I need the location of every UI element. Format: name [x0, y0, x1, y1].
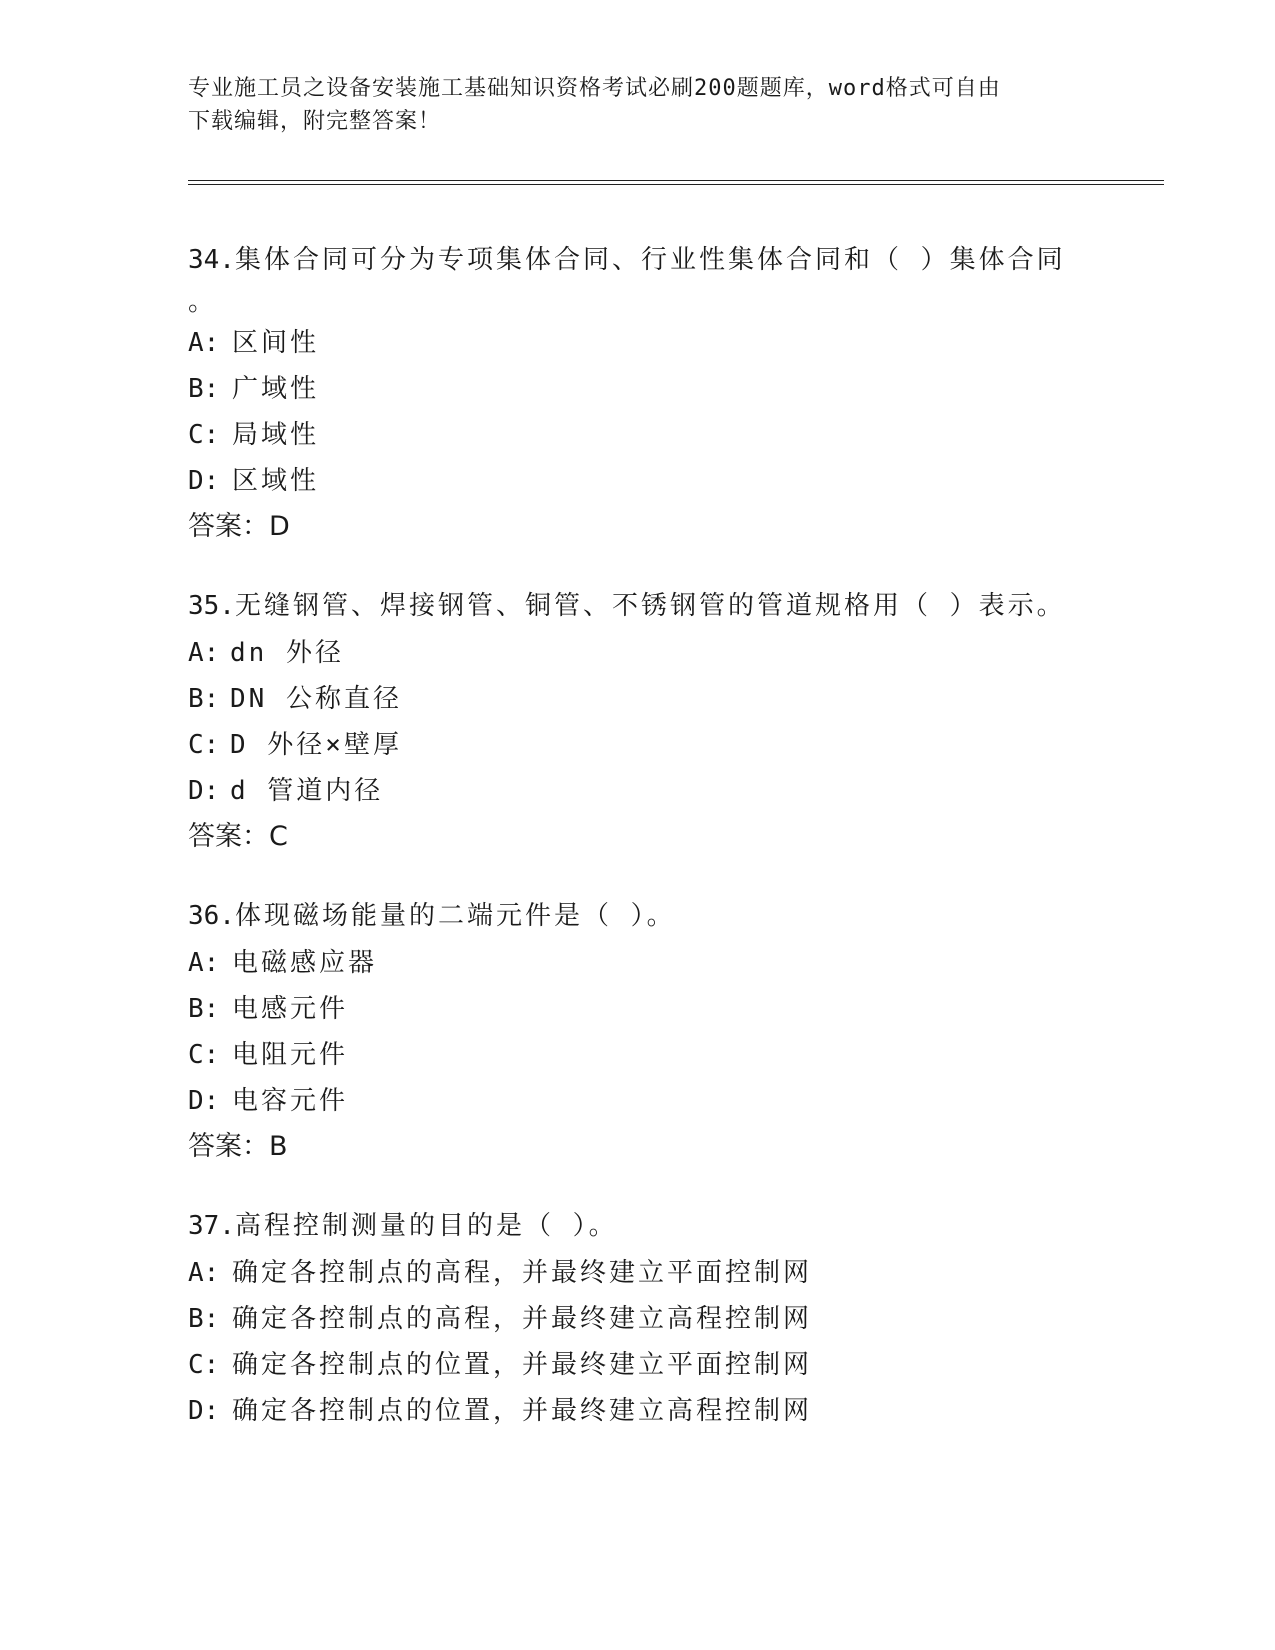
- question-36: [188, 892, 1088, 1170]
- option-key: D:: [188, 776, 220, 806]
- option-text: 确定各控制点的位置，并最终建立平面控制网: [232, 1350, 813, 1380]
- option-text: 区域性: [232, 466, 320, 496]
- option-b: [188, 1296, 1088, 1342]
- option-a: [188, 630, 1088, 676]
- option-text: 区间性: [232, 328, 320, 358]
- document-header: [188, 72, 1088, 138]
- question-text: 体现磁场能量的二端元件是（ ）。: [234, 901, 676, 931]
- option-c: [188, 412, 1088, 458]
- question-list: [188, 236, 1088, 1466]
- option-text: 电容元件: [232, 1086, 349, 1116]
- option-b: [188, 366, 1088, 412]
- header-line-1: 专业施工员之设备安装施工基础知识资格考试必刷200题题库，word格式可自由: [188, 76, 1001, 101]
- option-key: D:: [188, 1086, 220, 1116]
- option-key: A:: [188, 638, 220, 668]
- option-c: [188, 1342, 1088, 1388]
- option-d: [188, 458, 1088, 504]
- option-key: A:: [188, 328, 220, 358]
- option-text: DN 公称直径: [230, 684, 402, 714]
- option-key: B:: [188, 1304, 220, 1334]
- option-key: B:: [188, 374, 220, 404]
- option-key: C:: [188, 1350, 220, 1380]
- option-key: B:: [188, 684, 220, 714]
- question-number: 36.: [188, 901, 235, 931]
- option-key: A:: [188, 948, 220, 978]
- question-number: 35.: [188, 591, 235, 621]
- option-key: A:: [188, 1258, 220, 1288]
- question-stem: [188, 892, 1088, 940]
- option-text: dn 外径: [230, 638, 344, 668]
- option-text: d 管道内径: [230, 776, 384, 806]
- option-key: C:: [188, 730, 220, 760]
- option-d: [188, 1388, 1088, 1434]
- question-text: 高程控制测量的目的是（ ）。: [234, 1211, 618, 1241]
- option-text: 电磁感应器: [232, 948, 378, 978]
- answer-text: 答案：C: [188, 821, 288, 852]
- option-c: [188, 722, 1088, 768]
- question-number: 37.: [188, 1211, 235, 1241]
- question-34: [188, 236, 1088, 550]
- question-stem: [188, 582, 1088, 630]
- question-text-tail: 。: [188, 287, 215, 317]
- option-text: 确定各控制点的位置，并最终建立高程控制网: [232, 1396, 813, 1426]
- option-b: [188, 676, 1088, 722]
- option-b: [188, 986, 1088, 1032]
- option-text: 电阻元件: [232, 1040, 349, 1070]
- option-key: D:: [188, 1396, 220, 1426]
- option-a: [188, 940, 1088, 986]
- option-key: D:: [188, 466, 220, 496]
- header-divider-top: [188, 180, 1164, 181]
- option-d: [188, 1078, 1088, 1124]
- option-text: 局域性: [232, 420, 320, 450]
- question-stem: [188, 1202, 1088, 1250]
- option-text: 确定各控制点的高程，并最终建立平面控制网: [232, 1258, 813, 1288]
- question-35: [188, 582, 1088, 860]
- question-stem: [188, 236, 1088, 284]
- option-text: 电感元件: [232, 994, 349, 1024]
- answer-text: 答案：B: [188, 1131, 288, 1162]
- option-text: D 外径×壁厚: [230, 730, 402, 760]
- option-key: C:: [188, 1040, 220, 1070]
- question-number: 34.: [188, 245, 235, 275]
- option-text: 确定各控制点的高程，并最终建立高程控制网: [232, 1304, 813, 1334]
- question-text: 无缝钢管、焊接钢管、铜管、不锈钢管的管道规格用（ ）表示。: [234, 591, 1066, 621]
- question-text: 集体合同可分为专项集体合同、行业性集体合同和（ ）集体合同: [234, 245, 1066, 275]
- option-key: C:: [188, 420, 220, 450]
- header-line-2: 下载编辑，附完整答案！: [188, 109, 442, 134]
- option-d: [188, 768, 1088, 814]
- option-c: [188, 1032, 1088, 1078]
- option-text: 广域性: [232, 374, 320, 404]
- option-a: [188, 320, 1088, 366]
- header-divider-bottom: [188, 184, 1164, 185]
- question-37: [188, 1202, 1088, 1434]
- answer-text: 答案：D: [188, 511, 290, 542]
- option-key: B:: [188, 994, 220, 1024]
- option-a: [188, 1250, 1088, 1296]
